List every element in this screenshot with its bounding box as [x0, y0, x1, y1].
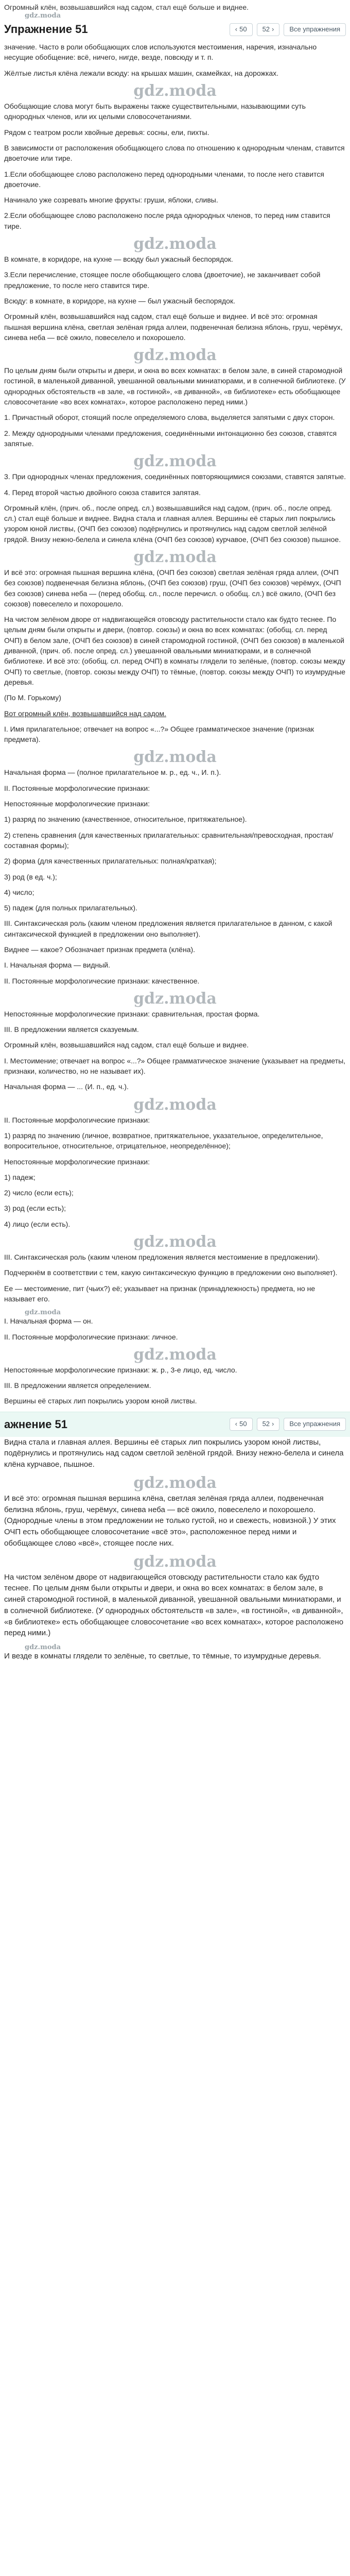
- paragraph: 3) род (если есть);: [4, 1204, 66, 1213]
- paragraph: Непостоянные морфологические признаки: сравнительная, простая форма.: [4, 1009, 260, 1018]
- paragraph: Ее — местоимение, пит (чьих?) её; указывает на признак (принадлежность) предмета, но не называет его.: [4, 1284, 316, 1303]
- exercise-nav: [230, 23, 346, 36]
- paragraph: 1) разряд по значению (личное, возвратное, притяжательное, указательное, определительное, вопросительное, относительное, отрицательное, неопределённое);: [4, 1131, 323, 1150]
- paragraph: 5) падеж (для полных прилагательных).: [4, 904, 137, 912]
- paragraph: Огромный клён, (прич. об., после опред. сл.) возвышавшийся над садом, (прич. об., после опред. сл.) стал ещё больше и виднее. Видна стала и главная аллея. Вершины её старых лип покрылись узором юной листвы, (ОЧП без союзов) подёрнулись и протянулись над садом светлой зелёной грядой. Внизу нежно-белела и синела клёна (ОЧП без союзов) курчавое, (ОЧП без союзов) пышное.: [4, 503, 341, 544]
- paragraph: 1) падеж;: [4, 1173, 36, 1181]
- paragraph: И везде в комнаты глядели то зелёные, то светлые, то тёмные, то изумрудные деревья.: [4, 1652, 321, 1661]
- watermark: gdz.moda: [133, 1473, 217, 1492]
- paragraph: II. Постоянные морфологические признаки: качественное.: [4, 976, 200, 985]
- paragraph: 4) число;: [4, 888, 34, 896]
- paragraph: 3) род (в ед. ч.);: [4, 872, 57, 881]
- paragraph: Непостоянные морфологические признаки:: [4, 800, 150, 808]
- paragraph: Всюду: в комнате, в коридоре, на кухне — был ужасный беспорядок.: [4, 296, 235, 305]
- paragraph: Жёлтые листья клёна лежали всюду: на крышах машин, скамейках, на дорожках.: [4, 69, 279, 77]
- paragraph: Непостоянные морфологические признаки: ж. р., 3-е лицо, ед. число.: [4, 1365, 237, 1374]
- watermark: gdz.moda: [133, 748, 217, 767]
- paragraph: Рядом с театром росли хвойные деревья: сосны, ели, пихты.: [4, 128, 209, 137]
- paragraph: В комнате, в коридоре, на кухне — всюду был ужасный беспорядок.: [4, 255, 233, 264]
- next-exercise-button[interactable]: 52 ›: [257, 23, 280, 36]
- exercise-nav: [230, 1418, 346, 1431]
- paragraph: 3.Если перечисление, стоящее после обобщающего слова (двоеточие), не заканчивает собой предложение, то после него ставится тире.: [4, 270, 321, 290]
- paragraph: 4. Перед второй частью двойного союза ставится запятая.: [4, 488, 201, 497]
- paragraph: Обобщающие слова могут быть выражены также существительными, называющими суть однородных членов, или их целыми словосочетаниями.: [4, 102, 306, 121]
- paragraph: Огромный клён, возвышавшийся над садом, стал ещё больше и виднее.: [4, 1041, 249, 1049]
- paragraph: I. Начальная форма — он.: [4, 1317, 93, 1326]
- prev-exercise-button[interactable]: ‹ 50: [230, 1418, 253, 1431]
- watermark: gdz.moda: [133, 1095, 217, 1114]
- paragraph: Виднее — какое? Обозначает признак предмета (клёна).: [4, 945, 196, 954]
- watermark: gdz.moda: [25, 12, 61, 20]
- paragraph: I. Местоимение; отвечает на вопрос «...?» Общее грамматическое значение (указывает на предметы, признаки, количество, но не называет их).: [4, 1056, 346, 1076]
- paragraph: III. Синтаксическая роль (каким членом предложения является прилагательное в данном, с какой синтаксической функцией в предложении оно выполняет).: [4, 919, 332, 938]
- paragraph: I. Имя прилагательное; отвечает на вопрос «...?» Общее грамматическое значение (признак предмета).: [4, 724, 314, 744]
- paragraph: 1.Если обобщающее слово расположено перед однородными членами, то после него ставится двоеточие.: [4, 170, 324, 189]
- paragraph: Вершины её старых лип покрылись узором юной листвы.: [4, 1397, 197, 1405]
- paragraph: II. Постоянные морфологические признаки:: [4, 784, 150, 792]
- paragraph: Видна стала и главная аллея. Вершины её старых лип покрылись узором юной листвы, подёрнулись и протянулись над садом светлой зелёной грядой. Внизу нежно-белела и синела клёна курчавое, пышное.: [4, 1437, 344, 1469]
- all-exercises-button[interactable]: Все упражнения: [284, 1418, 346, 1431]
- paragraph: На чистом зелёном дворе от надвигающейся отовсюду растительности стало как будто теснее. По целым дням были открыты и двери, и окна во всех комнатах: в белом зале, в синей старомодной гостиной, в маленькой диванной, увешанной овальными миниатюрами, и в солнечной библиотеке. (У однородных обстоятельств «в зале», «в гостиной», «в диванной», «в библиотеке» есть обобщающее словосочетание «во всех комнатах», которое расположено перед ними.): [4, 1572, 344, 1638]
- solution-text: [4, 42, 346, 1406]
- all-exercises-button[interactable]: Все упражнения: [284, 23, 346, 36]
- paragraph: (По М. Горькому): [4, 693, 61, 702]
- watermark: gdz.moda: [133, 1552, 217, 1571]
- chevron-left-icon: ‹: [235, 1420, 238, 1428]
- paragraph: Начинало уже созревать многие фрукты: груши, яблоки, сливы.: [4, 196, 218, 205]
- paragraph: Подчеркнём в соответствии с тем, какую синтаксическую функцию в предложении оно выполняет).: [4, 1268, 338, 1277]
- prev-exercise-button[interactable]: ‹ 50: [230, 23, 253, 36]
- intro-line: Огромный клён, возвышавшийся над садом, стал ещё больше и виднее.: [4, 3, 249, 11]
- paragraph: По целым дням были открыты и двери, и окна во всех комнатах: в белом зале, в синей старомодной гостиной, в маленькой диванной, увешанной овальными миниатюрами, и в солнечной библиотеке. (У однородных обстоятельств «в зале, «в гостиной», «в диванной», «в библиотеке» есть обобщающее словосочетание «во всех комнатах», которое расположено перед ними.): [4, 366, 346, 406]
- next-exercise-button[interactable]: 52 ›: [257, 1418, 280, 1431]
- paragraph: Огромный клён, возвышавшийся над садом, стал ещё больше и виднее. И всё это: огромная пышная вершина клёна, светлая зелёная гряда аллеи, подвенечная белизна яблонь, груш, черёмух, синева неба — всё ожило, повеселело и похорошело.: [4, 312, 343, 342]
- watermark: gdz.moda: [25, 1309, 61, 1317]
- paragraph: Непостоянные морфологические признаки:: [4, 1157, 150, 1166]
- paragraph: 4) лицо (если есть).: [4, 1219, 71, 1228]
- paragraph: Вот огромный клён, возвышавшийся над садом.: [4, 709, 166, 718]
- paragraph: Начальная форма — (полное прилагательное м. р., ед. ч., И. п.).: [4, 768, 221, 777]
- watermark: gdz.moda: [25, 1643, 61, 1652]
- paragraph: II. Постоянные морфологические признаки:: [4, 1115, 150, 1124]
- watermark: gdz.moda: [133, 989, 217, 1008]
- paragraph: 2) степень сравнения (для качественных прилагательных: сравнительная/превосходная, простая/составная формы);: [4, 831, 334, 850]
- paragraph: И всё это: огромная пышная вершина клёна, (ОЧП без союзов) светлая зелёная гряда аллеи, (ОЧП без союзов) подвенечная белизна яблонь, (ОЧП без союзов) груш, (ОЧП без союзов) черёмух, (ОЧП без союзов) синева неба — (перед обобщ. сл., после перечисл. о обобщ. сл.) всё ожило, (ОЧП без союзов) повеселело и похорошело.: [4, 568, 341, 608]
- watermark: gdz.moda: [133, 452, 217, 471]
- paragraph: 1) разряд по значению (качественное, относительное, притяжательное).: [4, 815, 247, 824]
- chevron-right-icon: ›: [272, 25, 274, 33]
- paragraph: 2) форма (для качественных прилагательных: полная/краткая);: [4, 857, 217, 866]
- paragraph: 3. При однородных членах предложения, соединённых повторяющимися союзами, ставятся запятые.: [4, 472, 346, 481]
- paragraph: В зависимости от расположения обобщающего слова по отношению к однородным членам, ставится двоеточие или тире.: [4, 143, 345, 163]
- paragraph: I. Начальная форма — видный.: [4, 961, 111, 970]
- paragraph: На чистом зелёном дворе от надвигающейся отовсюду растительности стало как будто теснее. По целым дням были открыты и двери, (повтор. союзы) и окна во всех комнатах: (обобщ. сл. перед ОЧП) в белом зале, (ОЧП без союзов) в синей старомодной гостиной, (ОЧП без союзов) в маленькой диванной, (прич. об. после опред. сл.) увешанной овальными миниатюрами, и в солнечной библиотеке. И всё это: (обобщ. сл. перед ОЧП) в комнаты глядели то зелёные, (повтор. союзы между ОЧП) то светлые, (повтор. союзы между ОЧП) то тёмные, (повтор. союзы между ОЧП) то изумрудные деревья.: [4, 615, 346, 686]
- watermark: gdz.moda: [133, 548, 217, 566]
- paragraph: III. В предложении является сказуемым.: [4, 1025, 139, 1034]
- watermark: gdz.moda: [133, 1345, 217, 1364]
- watermark: gdz.moda: [133, 82, 217, 100]
- paragraph: 2. Между однородными членами предложения, соединёнными интонационно без союзов, ставятся запятые.: [4, 429, 337, 448]
- paragraph: значение. Часто в роли обобщающих слов используются местоимения, наречия, изначально несущие обобщение: всё, ничего, нигде, везде, повсюду и т. п.: [4, 43, 317, 62]
- watermark: gdz.moda: [133, 1233, 217, 1251]
- paragraph: 2) число (если есть);: [4, 1189, 74, 1197]
- exercise-header-repeat: [0, 1412, 350, 1437]
- chevron-left-icon: ‹: [235, 25, 238, 33]
- paragraph: 2.Если обобщающее слово расположено после ряда однородных членов, то перед ним ставится тире.: [4, 211, 330, 230]
- chevron-right-icon: ›: [272, 1420, 274, 1428]
- exercise-header: [4, 19, 346, 42]
- solution-text-2: [4, 1437, 346, 1662]
- exercise-title: Упражнение 51: [4, 23, 88, 36]
- paragraph: И всё это: огромная пышная вершина клёна, светлая зелёная гряда аллеи, подвенечная белизна яблонь, груш, черёмух, синева неба — всё ожило, повеселело и похорошело. (Однородные члены в этом предложении не только густой, но и свежесть, новизной.) У этих ОЧП есть обобщающее словосочетание «всё это», расположенное перед ними и обобщающее слово «всё», стоящее после них.: [4, 1494, 336, 1548]
- watermark: gdz.moda: [133, 346, 217, 365]
- paragraph: II. Постоянные морфологические признаки: личное.: [4, 1332, 178, 1341]
- watermark: gdz.moda: [133, 235, 217, 253]
- paragraph: Начальная форма — ... (И. п., ед. ч.).: [4, 1082, 129, 1091]
- paragraph: 1. Причастный оборот, стоящий после определяемого слова, выделяется запятыми с двух сторон.: [4, 413, 335, 422]
- paragraph: III. Синтаксическая роль (каким членом предложения является местоимение в предложении).: [4, 1253, 320, 1262]
- exercise-title: ажнение 51: [4, 1417, 67, 1431]
- paragraph: III. В предложении является определением.: [4, 1381, 151, 1390]
